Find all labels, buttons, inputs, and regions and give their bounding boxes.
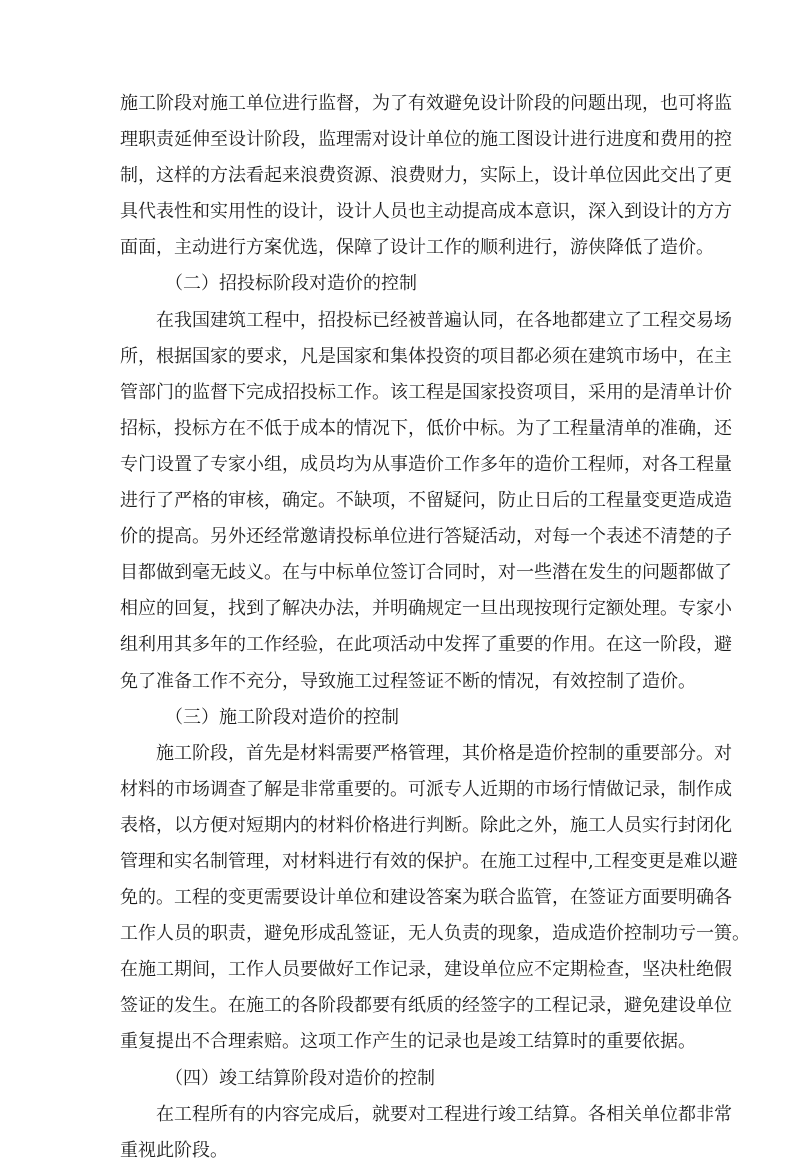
- document-page: [120, 86, 750, 1169]
- paragraph-line: 施工阶段对施工单位进行监督，为了有效避免设计阶段的问题出现，也可将监: [120, 93, 732, 114]
- paragraph-line: 目都做到毫无歧义。在与中标单位签订合同时，对一些潜在发生的问题都做了: [120, 562, 732, 584]
- paragraph-line: 在工程所有的内容完成后，就要对工程进行竣工结算。各相关单位都非常: [156, 1103, 732, 1125]
- paragraph-line: 管部门的监督下完成招投标工作。该工程是国家投资项目，采用的是清单计价: [120, 381, 732, 403]
- paragraph-line: 重复提出不合理索赔。这项工作产生的记录也是竣工结算时的重要依据。: [120, 1031, 696, 1053]
- paragraph-line: 进行了严格的审核，确定。不缺项，不留疑问，防止日后的工程量变更造成造: [120, 490, 732, 512]
- paragraph-line: 专门设置了专家小组，成员均为从事造价工作多年的造价工程师，对各工程量: [120, 453, 732, 475]
- paragraph-line: 在施工期间，工作人员要做好工作记录，建设单位应不定期检查，坚决杜绝假: [120, 959, 732, 981]
- paragraph-line: 免了准备工作不充分，导致施工过程签证不断的情况，有效控制了造价。: [120, 670, 696, 692]
- paragraph-line: 管理和实名制管理，对材料进行有效的保护。在施工过程中,工程变更是难以避: [120, 850, 738, 872]
- paragraph-line: 相应的回复，找到了解决办法，并明确规定一旦出现按现行定额处理。专家小: [120, 598, 732, 620]
- section-heading: （二）招投标阶段对造价的控制: [165, 273, 417, 295]
- paragraph-line: 招标，投标方在不低于成本的情况下，低价中标。为了工程量清单的准确，还: [120, 417, 732, 439]
- paragraph-line: 表格，以方便对短期内的材料价格进行判断。除此之外，施工人员实行封闭化: [120, 814, 732, 836]
- paragraph-line: 具代表性和实用性的设计，设计人员也主动提高成本意识，深入到设计的方方: [120, 201, 732, 223]
- section-heading: （四）竣工结算阶段对造价的控制: [165, 1067, 435, 1089]
- paragraph-line: 制，这样的方法看起来浪费资源、浪费财力，实际上，设计单位因此交出了更: [120, 165, 732, 187]
- paragraph-line: 工作人员的职责，避免形成乱签证，无人负责的现象，造成造价控制功亏一篑。: [120, 923, 750, 945]
- section-heading: （三）施工阶段对造价的控制: [165, 706, 399, 728]
- paragraph-line: 面面，主动进行方案优选，保障了设计工作的顺利进行，游侠降低了造价。: [120, 237, 714, 259]
- paragraph-line: 理职责延伸至设计阶段，监理需对设计单位的施工图设计进行进度和费用的控: [120, 129, 732, 151]
- paragraph-line: 在我国建筑工程中，招投标已经被普遍认同，在各地都建立了工程交易场: [156, 309, 732, 331]
- paragraph-line: 签证的发生。在施工的各阶段都要有纸质的经签字的工程记录，避免建设单位: [120, 995, 732, 1017]
- paragraph-line: 价的提高。另外还经常邀请投标单位进行答疑活动，对每一个表述不清楚的子: [120, 526, 732, 548]
- paragraph-line: 施工阶段，首先是材料需要严格管理，其价格是造价控制的重要部分。对: [156, 742, 732, 764]
- paragraph-line: 免的。工程的变更需要设计单位和建设答案为联合监管，在签证方面要明确各: [120, 887, 732, 909]
- paragraph-line: 所，根据国家的要求，凡是国家和集体投资的项目都必须在建筑市场中，在主: [120, 345, 732, 367]
- paragraph-line: 材料的市场调查了解是非常重要的。可派专人近期的市场行情做记录，制作成: [120, 778, 732, 800]
- paragraph-line: 组利用其多年的工作经验，在此项活动中发挥了重要的作用。在这一阶段，避: [120, 634, 732, 656]
- paragraph-line: 重视此阶段。: [120, 1139, 228, 1161]
